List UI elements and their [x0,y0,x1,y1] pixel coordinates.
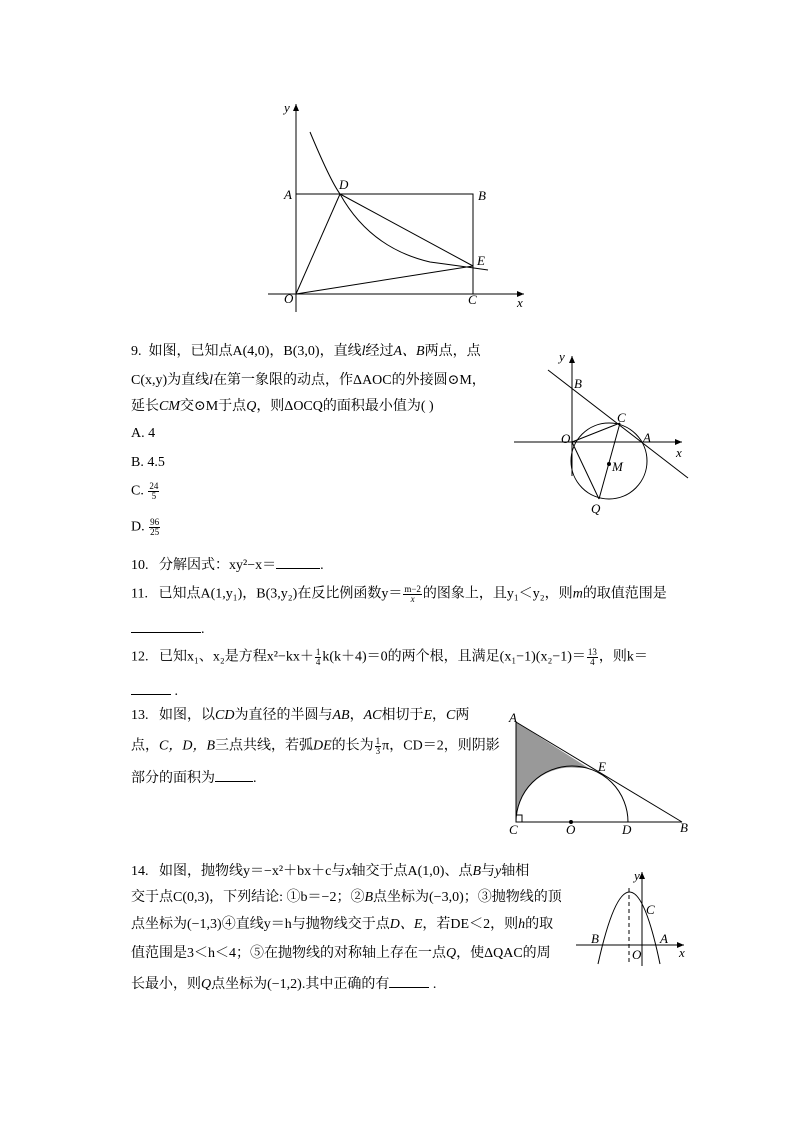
label-B: B [680,820,688,835]
label-x: x [679,945,685,960]
point-M [607,462,611,466]
label-x: x [676,445,682,460]
q11-answer-blank[interactable] [131,618,201,633]
q9-line-3: 延长CM交⊙M于点Q，则ΔOCQ的面积最小值为( ) [131,399,434,414]
figure-q9 [508,346,694,518]
q9-option-d[interactable]: D. $\frac{96}{25}$ [131,517,160,537]
segment-DE [340,194,473,266]
label-A: A [509,710,517,725]
q13-line-1: 13. 如图，以CD为直径的半圆与AB，AC相切于E，C两 [131,708,470,723]
segment-OE [296,266,473,294]
q14-line-3: 点坐标为(−1,3)④直线y＝h与抛物线交于点D、E，若DE＜2，则h的取 [131,917,554,932]
label-y: y [634,868,640,883]
q14-answer-blank[interactable] [389,973,429,988]
label-B: B [574,376,582,391]
q14-number: 14. [131,864,149,879]
label-C: C [509,822,518,837]
q12-line-2: . [131,680,178,701]
q9-option-b[interactable]: B. 4.5 [131,455,165,470]
label-B: B [591,931,599,946]
label-Q: Q [591,501,601,516]
label-C: C [468,292,477,307]
q9-option-c[interactable]: C. $\frac{24}{5}$ [131,481,159,501]
fraction: $\frac{1}{4}$ [315,647,321,667]
q10-answer-blank[interactable] [276,554,320,569]
label-M: M [612,459,623,474]
label-D: D [339,177,349,192]
label-O: O [632,947,642,962]
fraction: $\frac{13}{4}$ [587,647,597,667]
label-x: x [517,295,523,310]
q13-answer-blank[interactable] [215,767,253,782]
fraction: $\frac{96}{25}$ [150,517,160,537]
figure-q13 [506,708,692,838]
label-A: A [284,187,292,202]
q11-number: 11. [131,586,148,602]
label-D: D [622,822,632,837]
q9-line-2: C(x,y)为直线l在第一象限的动点，作ΔAOC的外接圆⊙M， [131,373,486,388]
figure-q8 [262,98,534,316]
rectangle-OABC [296,194,473,294]
label-B: B [478,188,486,203]
label-O: O [561,431,571,446]
q11-line-1: 11. 已知点A(1,y₁)，B(3,y₂)在反比例函数y＝ $\frac{m-2}{x}$ 的图象上，且y₁＜y₂，则m的取值范围是 [131,584,667,604]
label-E: E [477,253,485,268]
fraction: $\frac{m-2}{x}$ [404,584,421,604]
q14-line-1: 14. 如图，抛物线y＝−x²＋bx＋c与x轴交于点A(1,0)、点B与y轴相 [131,864,530,879]
q9-option-a[interactable]: A. 4 [131,426,156,441]
label-A: A [660,931,668,946]
q9-line-1: 9. 如图，已知点A(4,0)，B(3,0)，直线l经过A、B两点，点 [131,344,481,359]
q13-line-2: 点，C，D，B三点共线，若弧DE的长为 $\frac{1}{3}$ π，CD＝2，则阴影 [131,736,500,756]
label-O: O [284,291,294,306]
label-C: C [646,902,655,917]
q14-line-4: 值范围是3＜h＜4；⑤在抛物线的对称轴上存在一点Q，使ΔQAC的周 [131,946,551,961]
q13-number: 13. [131,708,149,723]
label-y: y [559,349,565,364]
q13-line-3: 部分的面积为 . [131,767,257,788]
q14-line-2: 交于点C(0,3)，下列结论: ①b＝−2；②B点坐标为(−3,0)；③抛物线的顶 [131,890,562,905]
label-O: O [566,822,576,837]
label-C: C [617,410,626,425]
q12-number: 12. [131,649,149,665]
q9-number: 9. [131,344,142,359]
right-angle-mark [516,815,522,822]
segment-OC [572,423,620,442]
label-A: A [643,430,651,445]
q12-line-1: 12. 已知x₁、x₂是方程x²−kx＋ $\frac{1}{4}$ k(k＋4)＝0的两个根，且满足(x₁−1)(x₂−1)＝ $\frac{13}{4}$ ，则k＝ [131,647,648,667]
fraction: $\frac{1}{3}$ [375,736,381,756]
q14-line-5: 长最小，则Q点坐标为(−1,2).其中正确的有 . [131,973,436,994]
q12-answer-blank[interactable] [131,680,171,695]
segment-OD [296,194,340,294]
q10-number: 10. [131,558,149,573]
q11-line-2: . [131,618,205,639]
figure-q14 [570,864,694,968]
label-y: y [284,100,290,115]
label-E: E [598,759,606,774]
q10: 10. 分解因式：xy²−x＝ . [131,554,324,575]
fraction: $\frac{24}{5}$ [149,481,159,501]
